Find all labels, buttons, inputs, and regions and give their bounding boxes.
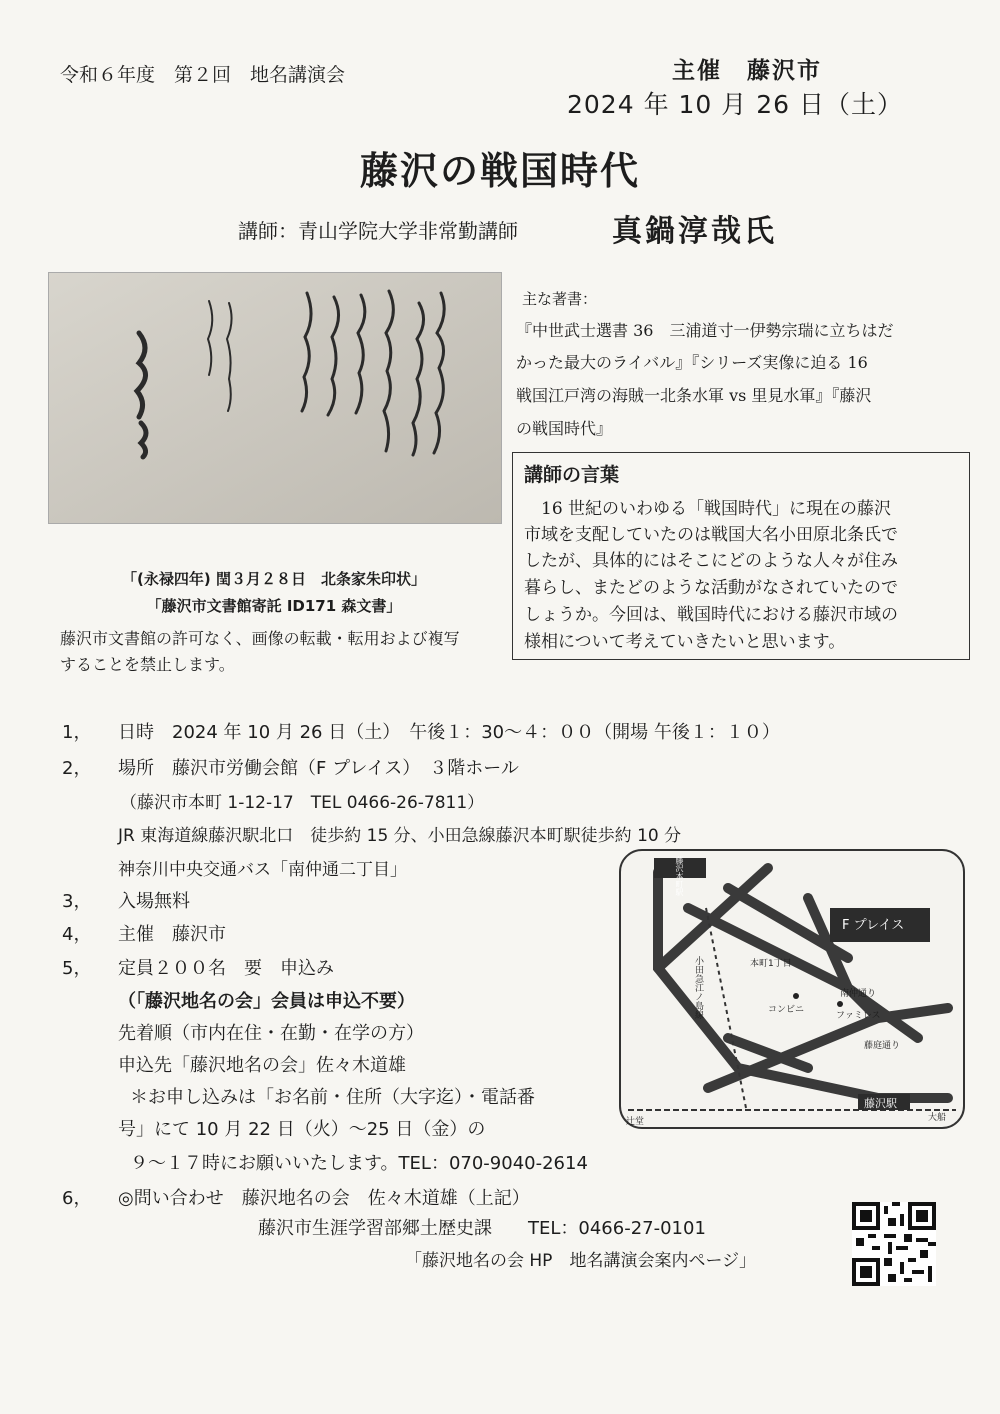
map-station-label: 藤沢本町駅	[675, 856, 684, 896]
application-note-line1: ＊お申し込みは「お名前・住所（大字迄）・電話番	[130, 1087, 535, 1108]
venue-access-train: JR 東海道線藤沢駅北口 徒歩約 15 分、小田急線藤沢本町駅徒歩約 10 分	[118, 826, 682, 846]
lecturer-name: 真鍋淳哉氏	[612, 214, 777, 249]
organizer-heading: 主催 藤沢市	[672, 58, 822, 84]
qr-code[interactable]	[852, 1202, 936, 1286]
message-line: 市域を支配していたのは戦国大名小田原北条氏で	[524, 525, 898, 545]
message-line: しょうか。今回は、戦国時代における藤沢市域の	[524, 605, 898, 625]
application-note-line2: 号」にて 10 月 22 日（火）〜25 日（金）の	[118, 1119, 486, 1140]
venue-address: （藤沢市本町 1-12-17 TEL 0466-26-7811）	[120, 793, 485, 813]
event-date: 2024 年 10 月 26 日（土）	[567, 90, 903, 119]
map-street-label: 藤庭通り	[864, 1041, 901, 1051]
inquiry-info: ◎問い合わせ 藤沢地名の会 佐々木道雄（上記）	[118, 1188, 530, 1209]
map-station-label: 藤沢駅	[864, 1097, 897, 1110]
message-line: 暮らし、またどのような活動がなされていたので	[524, 578, 898, 598]
map-venue-label: F プレイス	[842, 918, 905, 933]
venue-info: 場所 藤沢市労働会館（F プレイス） ３階ホール	[118, 758, 519, 779]
photo-caption-title: 「(永禄四年) 閏３月２８日 北条家朱印状」	[122, 570, 426, 588]
venue-access-bus: 神奈川中央交通バス「南仲通二丁目」	[118, 860, 407, 880]
photo-caption-source: 「藤沢市文書館寄託 ID171 森文書」	[146, 597, 402, 615]
item-number: 3，	[62, 891, 92, 912]
event-series-label: 令和６年度 第２回 地名講演会	[60, 64, 346, 86]
member-note: （「藤沢地名の会」会員は申込不要）	[118, 991, 415, 1012]
map-family-restaurant-label: ファミレス	[836, 1011, 881, 1021]
photo-copyright-note-line2: することを禁止します。	[60, 655, 235, 674]
works-line: の戦国時代』	[516, 419, 613, 438]
map-direction-label: 辻堂	[626, 1117, 645, 1127]
item-number: 4，	[62, 924, 92, 945]
map-street-label: 南仲通り	[840, 989, 877, 999]
homepage-link-label: 「藤沢地名の会 HP 地名講演会案内ページ」	[405, 1251, 757, 1271]
works-line: かった最大のライバル』『シリーズ実像に迫る 16	[516, 353, 868, 372]
access-map	[618, 848, 966, 1130]
map-rail-label: 小田急江ノ島線	[693, 956, 703, 1019]
application-contact: 申込先「藤沢地名の会」佐々木道雄	[118, 1055, 406, 1076]
works-label: 主な著書：	[522, 290, 598, 308]
message-line: 様相について考えていきたいと思います。	[524, 632, 846, 652]
priority-note: 先着順（市内在住・在勤・在学の方）	[118, 1023, 424, 1044]
message-line: 16 世紀のいわゆる「戦国時代」に現在の藤沢	[524, 499, 892, 519]
item-number: 1，	[62, 722, 92, 743]
map-area-label: 本町1丁目	[750, 959, 792, 969]
message-line: したが、具体的にはそこにどのような人々が住み	[524, 551, 898, 571]
capacity-info: 定員２００名 要 申込み	[118, 958, 334, 979]
works-line: 『中世武士選書 36 三浦道寸一伊勢宗瑞に立ちはだ	[516, 321, 894, 340]
lecturer-message-title: 講師の言葉	[524, 464, 620, 486]
item-number: 2，	[62, 758, 92, 779]
application-note-line3: ９〜１７時にお願いいたします。TEL：070-9040-2614	[130, 1153, 588, 1174]
lecturer-label: 講師：青山学院大学非常勤講師	[238, 219, 518, 243]
historical-document-photo	[48, 272, 502, 524]
works-line: 戦国江戸湾の海賊一北条水軍 vs 里見水軍』『藤沢	[516, 386, 872, 405]
item-number: 6，	[62, 1188, 92, 1209]
datetime-info: 日時 2024 年 10 月 26 日（土） 午後１：30〜４：００（開場 午後１：１０）	[118, 722, 780, 743]
admission-info: 入場無料	[118, 891, 190, 912]
map-direction-label: 大船	[928, 1113, 947, 1123]
photo-copyright-note-line1: 藤沢市文書館の許可なく、画像の転載・転用および複写	[60, 629, 460, 648]
organizer-info: 主催 藤沢市	[118, 924, 226, 945]
item-number: 5，	[62, 958, 92, 979]
page-title: 藤沢の戦国時代	[359, 148, 640, 193]
inquiry-department: 藤沢市生涯学習部郷土歴史課 TEL：0466-27-0101	[258, 1218, 706, 1239]
map-convenience-label: コンビニ	[768, 1005, 805, 1015]
